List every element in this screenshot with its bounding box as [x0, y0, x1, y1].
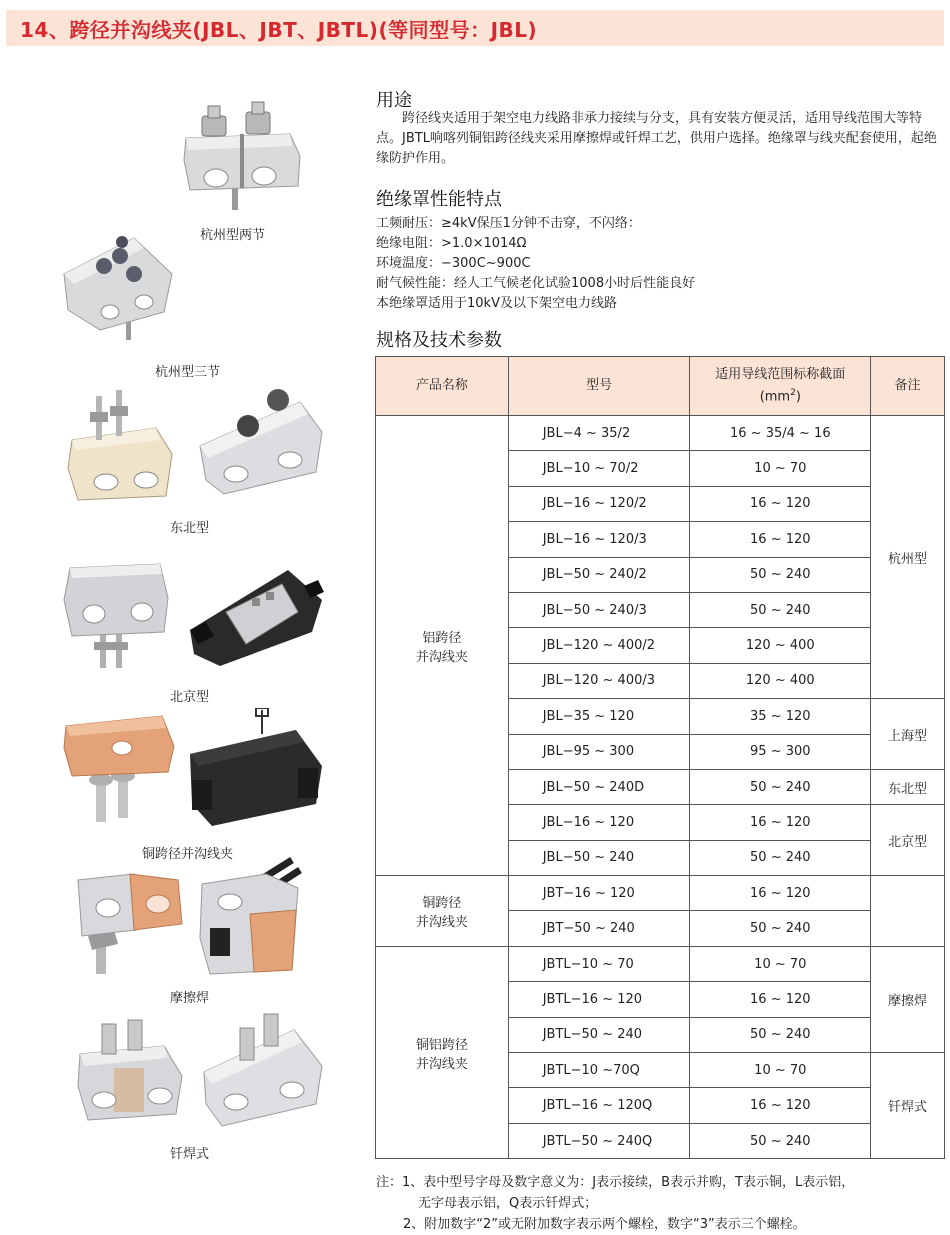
- model-cell: JBL−50 ~ 240/2: [508, 557, 690, 592]
- remark-cell: 北京型: [871, 805, 945, 876]
- model-cell: JBTL−50 ~ 240: [508, 1017, 690, 1052]
- range-cell: 10 ~ 70: [690, 451, 871, 486]
- range-cell: 50 ~ 240: [690, 592, 871, 627]
- remark-cell: [871, 876, 945, 947]
- model-cell: JBTL−16 ~ 120: [508, 982, 690, 1017]
- note-line-3: 2、附加数字“2”或无附加数字表示两个螺栓，数字“3”表示三个螺栓。: [403, 1217, 806, 1232]
- model-cell: JBL−16 ~ 120/2: [508, 486, 690, 521]
- range-cell: 50 ~ 240: [690, 911, 871, 946]
- header-product-name: 产品名称: [376, 357, 509, 416]
- group-name-line1: 铜铝跨径: [415, 1037, 468, 1053]
- usage-paragraph: [376, 109, 944, 169]
- product-image-brazed-2: [200, 1010, 326, 1128]
- product-image-friction-1: [74, 870, 186, 978]
- group-name-line1: 铜跨径: [422, 895, 462, 911]
- product-label-friction: 摩擦焊: [170, 991, 210, 1006]
- remark-cell: 杭州型: [871, 416, 945, 699]
- range-cell: 50 ~ 240: [690, 1017, 871, 1052]
- group-name-line2: 并沟线夹: [415, 649, 468, 665]
- model-cell: JBTL−16 ~ 120Q: [508, 1088, 690, 1123]
- product-image-copper-2: [186, 708, 326, 830]
- header-wire-range: [690, 357, 871, 416]
- insulation-line-2: 绝缘电阻：>1.0×1014Ω: [376, 236, 527, 251]
- range-cell: 95 ~ 300: [690, 734, 871, 769]
- header-note: 备注: [871, 357, 945, 416]
- table-row: [376, 946, 945, 981]
- model-cell: JBL−120 ~ 400/3: [508, 663, 690, 698]
- range-cell: 10 ~ 70: [690, 946, 871, 981]
- product-label-hangzhou-three: 杭州型三节: [155, 365, 221, 380]
- page-title: 14、跨径并沟线夹(JBL、JBT、JBTL)(等同型号：JBL): [20, 18, 538, 42]
- product-image-beijing-1: [60, 558, 172, 670]
- model-cell: JBL−16 ~ 120: [508, 805, 690, 840]
- table-row: [376, 416, 945, 451]
- product-image-northeast-1: [66, 384, 176, 502]
- group-aluminum: [376, 416, 509, 876]
- range-cell: 16 ~ 120: [690, 876, 871, 911]
- notes: [376, 1172, 854, 1235]
- product-image-friction-2: [196, 854, 306, 976]
- insulation-line-3: 环境温度：−300C~900C: [376, 256, 531, 271]
- range-cell: 16 ~ 120: [690, 982, 871, 1017]
- model-cell: JBL−120 ~ 400/2: [508, 628, 690, 663]
- title-bar: [6, 10, 944, 46]
- header-wire-range-close: ): [795, 389, 801, 405]
- spec-title: 规格及技术参数: [376, 330, 502, 351]
- range-cell: 16 ~ 35/4 ~ 16: [690, 416, 871, 451]
- model-cell: JBL−50 ~ 240: [508, 840, 690, 875]
- range-cell: 16 ~ 120: [690, 805, 871, 840]
- range-cell: 120 ~ 400: [690, 663, 871, 698]
- model-cell: JBL−10 ~ 70/2: [508, 451, 690, 486]
- model-cell: JBL−4 ~ 35/2: [508, 416, 690, 451]
- note-line-2: 无字母表示铝，Q表示钎焊式；: [418, 1196, 598, 1211]
- remark-cell: 钎焊式: [871, 1053, 945, 1159]
- group-name-line2: 并沟线夹: [415, 1056, 468, 1072]
- product-image-hangzhou-two: [180, 98, 305, 213]
- note-line-1: 注：1、表中型号字母及数字意义为：J表示接续，B表示并购，T表示铜，L表示铝，: [376, 1175, 855, 1190]
- header-wire-range-sup: 2: [790, 387, 796, 398]
- group-copper-aluminum: [376, 946, 509, 1158]
- header-model: 型号: [508, 357, 690, 416]
- model-cell: JBL−95 ~ 300: [508, 734, 690, 769]
- product-image-beijing-2: [186, 560, 326, 670]
- insulation-line-4: 耐气候性能：经人工气候老化试验1008小时后性能良好: [376, 276, 696, 291]
- range-cell: 16 ~ 120: [690, 486, 871, 521]
- table-row: [376, 876, 945, 911]
- header-wire-range-line1: 适用导线范围标称截面: [715, 366, 846, 382]
- range-cell: 120 ~ 400: [690, 628, 871, 663]
- model-cell: JBTL−10 ~ 70: [508, 946, 690, 981]
- remark-cell: 上海型: [871, 699, 945, 770]
- model-cell: JBT−50 ~ 240: [508, 911, 690, 946]
- table-header-row: [376, 357, 945, 416]
- product-label-northeast: 东北型: [170, 521, 210, 536]
- range-cell: 16 ~ 120: [690, 1088, 871, 1123]
- range-cell: 50 ~ 240: [690, 840, 871, 875]
- insulation-line-1: 工频耐压：≥4kV保压1分钟不击穿，不闪络：: [376, 216, 641, 231]
- product-image-copper-1: [62, 706, 177, 824]
- model-cell: JBL−16 ~ 120/3: [508, 522, 690, 557]
- product-label-hangzhou-two: 杭州型两节: [200, 228, 266, 243]
- group-name-line2: 并沟线夹: [415, 914, 468, 930]
- range-cell: 16 ~ 120: [690, 522, 871, 557]
- model-cell: JBT−16 ~ 120: [508, 876, 690, 911]
- spec-table: [375, 356, 945, 1159]
- usage-title: 用途: [376, 90, 412, 111]
- group-copper: [376, 876, 509, 947]
- model-cell: JBL−50 ~ 240/3: [508, 592, 690, 627]
- insulation-line-5: 本绝缘罩适用于10kV及以下架空电力线路: [376, 296, 617, 311]
- model-cell: JBTL−50 ~ 240Q: [508, 1123, 690, 1158]
- product-image-brazed-1: [74, 1016, 186, 1128]
- insulation-title: 绝缘罩性能特点: [376, 189, 502, 210]
- range-cell: 50 ~ 240: [690, 1123, 871, 1158]
- remark-cell: 摩擦焊: [871, 946, 945, 1052]
- product-label-brazed: 钎焊式: [170, 1147, 210, 1162]
- model-cell: JBL−50 ~ 240D: [508, 769, 690, 804]
- product-label-copper: 铜跨径并沟线夹: [142, 847, 234, 862]
- range-cell: 50 ~ 240: [690, 557, 871, 592]
- range-cell: 10 ~ 70: [690, 1053, 871, 1088]
- product-image-northeast-2: [196, 376, 326, 500]
- usage-text: 跨径线夹适用于架空电力线路非承力接续与分支，具有安装方便灵活，适用导线范围大等特点。JBTL响喀列铜铝跨径线夹采用摩擦焊或钎焊工艺，供用户选择。绝缘罩与线夹配套使用，起绝缘防护作用。: [376, 111, 937, 166]
- product-image-hangzhou-three: [60, 230, 175, 342]
- product-label-beijing: 北京型: [170, 690, 210, 705]
- model-cell: JBTL−10 ~70Q: [508, 1053, 690, 1088]
- range-cell: 35 ~ 120: [690, 699, 871, 734]
- header-wire-range-unit: (mm: [759, 389, 791, 405]
- remark-cell: 东北型: [871, 769, 945, 804]
- model-cell: JBL−35 ~ 120: [508, 699, 690, 734]
- group-name-line1: 铝跨径: [422, 630, 462, 646]
- range-cell: 50 ~ 240: [690, 769, 871, 804]
